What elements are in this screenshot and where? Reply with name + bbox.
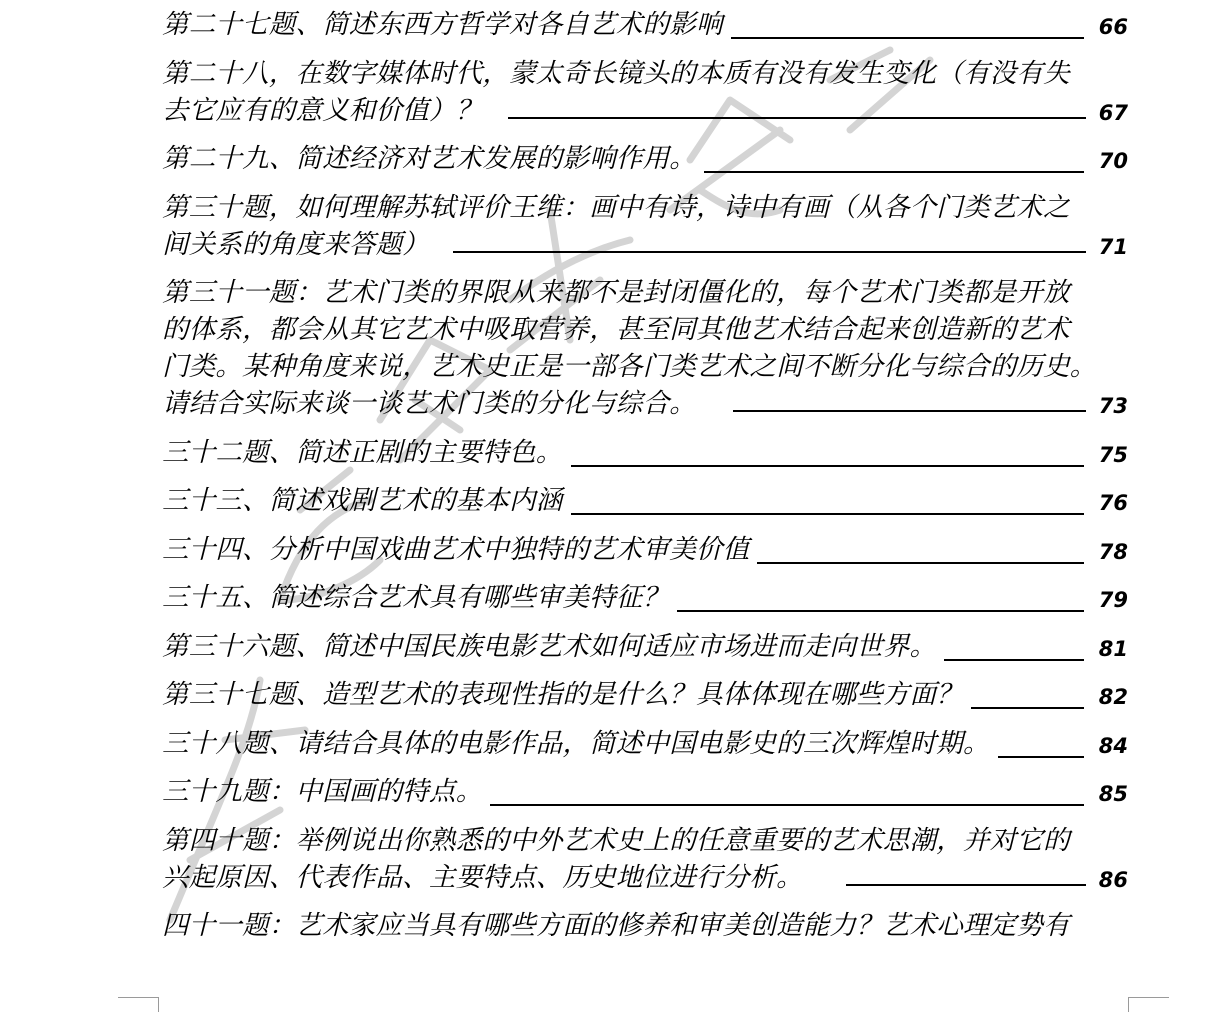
toc-page-number: 85 (1098, 782, 1128, 806)
toc-entry-title-line: 门类。某种角度来说，艺术史正是一部各门类艺术之间不断分化与综合的历史。 (162, 351, 1097, 382)
toc-leader-line (757, 536, 1084, 564)
toc-page-number: 86 (1098, 867, 1128, 892)
toc-entry-title-line: 第三十一题：艺术门类的界限从来都不是封闭僵化的，每个艺术门类都是开放 (162, 277, 1070, 308)
toc-page-number: 70 (1098, 149, 1128, 173)
toc-entry-title-line: 三十五、简述综合艺术具有哪些审美特征？ (162, 582, 670, 613)
toc-entry-title (162, 189, 1128, 263)
toc-entry-title-line: 三十四、分析中国戏曲艺术中独特的艺术审美价值 (162, 533, 750, 565)
toc-entry-title-line: 第二十八，在数字媒体时代，蒙太奇长镜头的本质有没有发生变化（有没有失 (162, 57, 1070, 89)
toc-page-number: 66 (1098, 15, 1128, 39)
toc-entry[interactable] (162, 579, 1128, 616)
toc-entry[interactable] (162, 274, 1128, 422)
toc-entry-title (162, 55, 1128, 129)
toc-entry-title (162, 579, 1128, 616)
toc-leader-line (571, 487, 1085, 515)
toc-leader-line (571, 439, 1085, 467)
toc-page-number: 76 (1098, 491, 1128, 515)
toc-entry-title-line: 间关系的角度来答题） (162, 228, 429, 260)
toc-entry-title-line: 四十一题：艺术家应当具有哪些方面的修养和审美创造能力？艺术心理定势有 (162, 910, 1070, 941)
toc-leader-line (971, 681, 1084, 709)
toc-entry-title-line: 三十九题：中国画的特点。 (162, 776, 483, 807)
toc-entry[interactable] (162, 482, 1128, 519)
toc-leader-line (733, 410, 1086, 412)
toc-leader-line (731, 11, 1084, 39)
toc-entry[interactable] (162, 725, 1128, 762)
toc-entry-title-line: 三十八题、请结合具体的电影作品，简述中国电影史的三次辉煌时期。 (162, 727, 990, 759)
toc-entry-title (162, 531, 1128, 568)
toc-page-number: 71 (1098, 234, 1128, 259)
toc-entry-title (162, 725, 1128, 762)
toc-entry-title-line: 第三十七题、造型艺术的表现性指的是什么？具体体现在哪些方面？ (162, 679, 963, 710)
toc-entry-title-line: 请结合实际来谈一谈艺术门类的分化与综合。 (162, 388, 696, 419)
toc-page-number: 82 (1098, 685, 1128, 709)
toc-page-number: 79 (1098, 588, 1128, 612)
page-margin-marker-left (118, 997, 159, 1012)
toc-entry[interactable] (162, 676, 1128, 713)
toc-entry[interactable] (162, 140, 1128, 177)
toc-leader-line (508, 117, 1086, 119)
toc-entry-title (162, 6, 1128, 43)
toc-entry-title-line: 去它应有的意义和价值）？ (162, 94, 483, 126)
toc-entry-title-line: 三十三、简述戏剧艺术的基本内涵 (162, 485, 563, 516)
toc-leader-line (998, 730, 1084, 758)
toc-entry-title (162, 773, 1128, 810)
toc-leader-line (944, 633, 1084, 661)
toc-entry-title (162, 628, 1128, 665)
toc-entry[interactable] (162, 189, 1128, 263)
toc-entry-title (162, 907, 1128, 944)
table-of-contents (162, 6, 1128, 956)
toc-entry[interactable] (162, 773, 1128, 810)
toc-leader-line (704, 145, 1084, 173)
toc-entry-title (162, 274, 1128, 422)
toc-page-number: 75 (1098, 442, 1128, 467)
toc-entry[interactable] (162, 6, 1128, 43)
toc-leader-line (490, 778, 1084, 806)
toc-page-number: 78 (1098, 539, 1128, 564)
toc-entry-title-line: 第三十题，如何理解苏轼评价王维：画中有诗，诗中有画（从各个门类艺术之 (162, 191, 1070, 223)
toc-entry-title-line: 第二十七题、简述东西方哲学对各自艺术的影响 (162, 9, 723, 40)
toc-entry[interactable] (162, 434, 1128, 471)
toc-page-number: 84 (1098, 733, 1128, 758)
toc-entry[interactable] (162, 907, 1128, 944)
toc-entry-title-line: 三十二题、简述正剧的主要特色。 (162, 436, 563, 468)
toc-entry-title (162, 676, 1128, 713)
toc-entry-title (162, 822, 1128, 896)
toc-entry-title (162, 482, 1128, 519)
toc-page-number: 81 (1098, 636, 1128, 661)
toc-entry-title-line: 兴起原因、代表作品、主要特点、历史地位进行分析。 (162, 861, 803, 893)
toc-entry[interactable] (162, 628, 1128, 665)
toc-entry[interactable] (162, 531, 1128, 568)
toc-page-number: 73 (1098, 394, 1128, 418)
toc-entry-title (162, 140, 1128, 177)
toc-entry[interactable] (162, 55, 1128, 129)
toc-entry-title-line: 第四十题：举例说出你熟悉的中外艺术史上的任意重要的艺术思潮，并对它的 (162, 824, 1070, 856)
toc-leader-line (677, 584, 1084, 612)
toc-entry-title-line: 的体系，都会从其它艺术中吸取营养，甚至同其他艺术结合起来创造新的艺术 (162, 314, 1070, 345)
toc-entry-title (162, 434, 1128, 471)
toc-page-number: 67 (1098, 100, 1128, 125)
toc-leader-line (453, 251, 1086, 253)
toc-leader-line (846, 884, 1086, 886)
page-margin-marker-right (1128, 997, 1169, 1012)
toc-entry-title-line: 第三十六题、简述中国民族电影艺术如何适应市场进而走向世界。 (162, 630, 937, 662)
toc-entry[interactable] (162, 822, 1128, 896)
toc-entry-title-line: 第二十九、简述经济对艺术发展的影响作用。 (162, 143, 696, 174)
